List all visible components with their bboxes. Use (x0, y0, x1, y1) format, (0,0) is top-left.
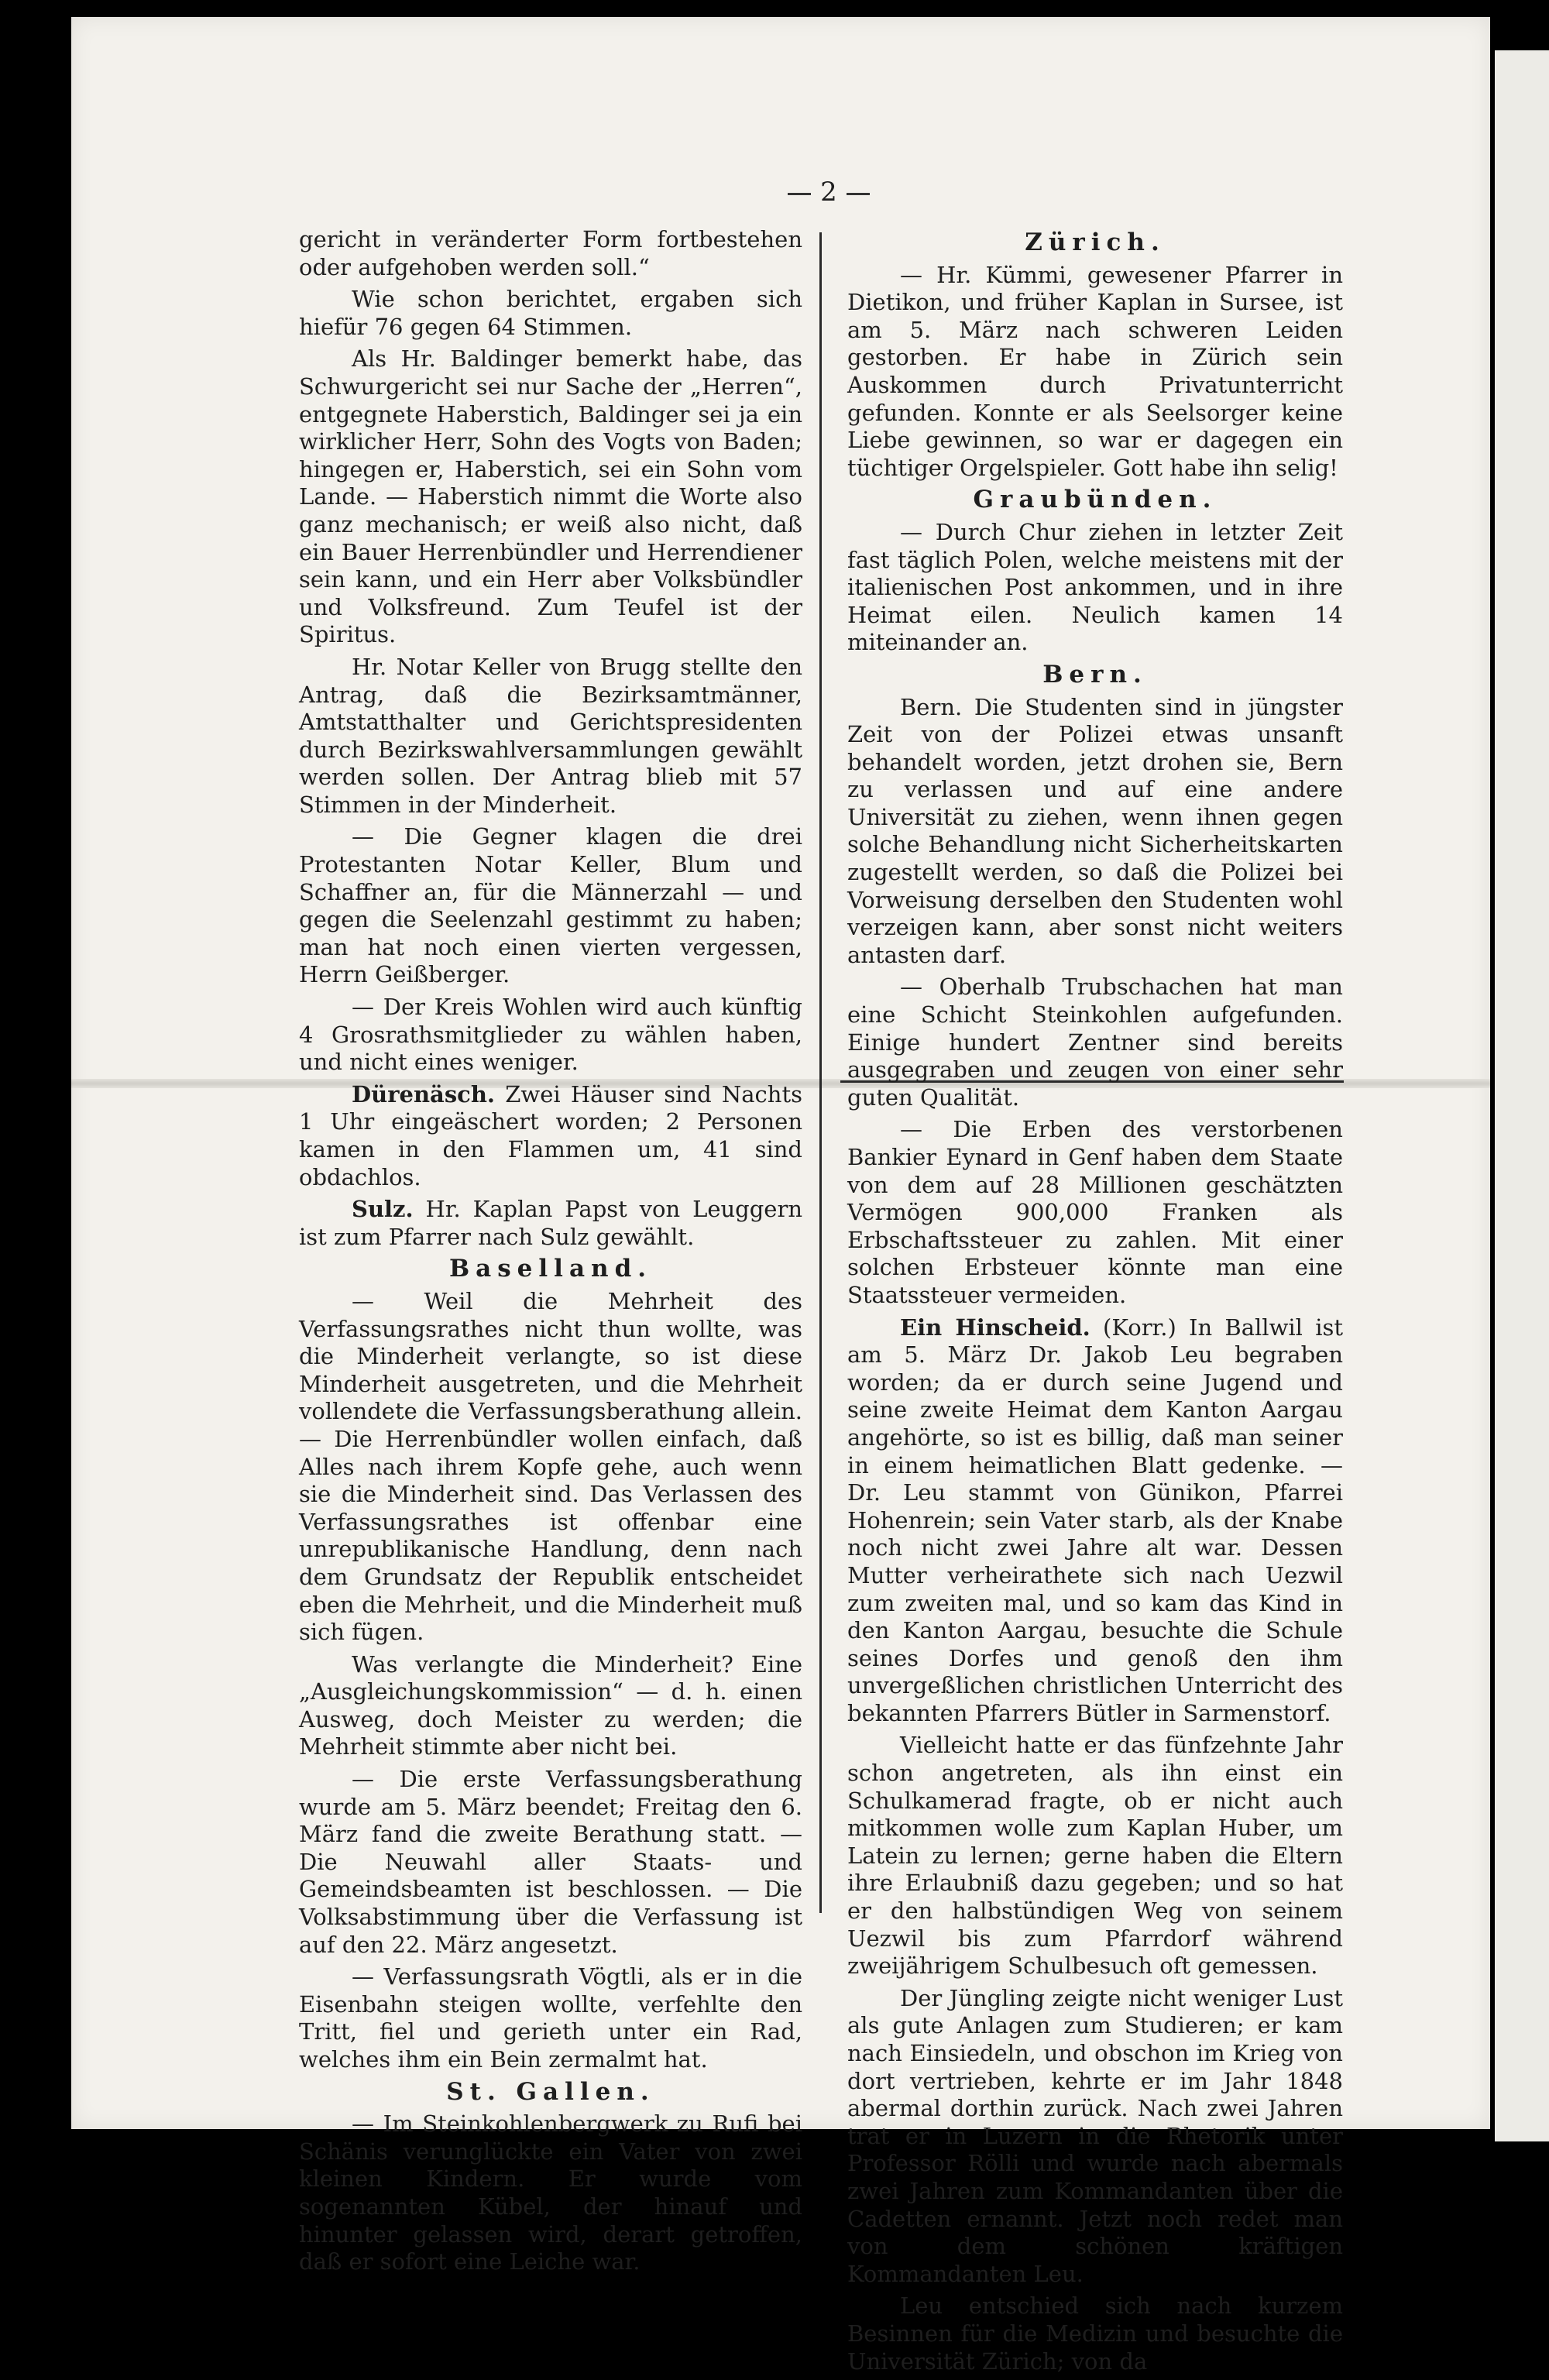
paragraph-text: Als Hr. Baldinger bemerkt habe, das Schwurgericht sei nur Sache der „Herren“, entgegnete Haberstich, Baldinger sei ja ein wirklicher Herr, Sohn des Vogts von Baden; hingegen er, Haberstich, sei ein Sohn vom Lande. — Haberstich nimmt die Worte also ganz mechanisch; er weiß also nicht, daß ein Bauer Herrenbündler und Herrendiener sein kann, und ein Herr aber Volksbündler und Volksfreund. Zum Teufel ist der Spiritus. (299, 345, 802, 648)
page-number: 2 (767, 177, 891, 208)
paragraph-text: Wie schon berichtet, ergaben sich hiefür 76 gegen 64 Stimmen. (299, 286, 802, 340)
article-paragraph (299, 1081, 802, 1191)
article-paragraph (299, 994, 802, 1077)
paragraph-text: Hr. Kaplan Papst von Leuggern ist zum Pfarrer nach Sulz gewählt. (299, 1196, 803, 1250)
article-paragraph (847, 519, 1343, 657)
left-column (299, 226, 802, 2281)
article-paragraph (299, 1963, 802, 2073)
paragraph-text: — Die Erben des verstorbenen Bankier Eynard in Genf haben dem Staate von dem auf 28 Millionen geschätzten Vermögen 900,000 Franken als Erbschaftssteuer zu zahlen. Mit einer solchen Erbsteuer könnte man eine Staatssteuer vermeiden. (847, 1116, 1343, 1308)
paragraph-text: — Oberhalb Trubschachen hat man eine Schicht Steinkohlen aufgefunden. Einige hundert Zentner sind bereits ausgegraben und zeugen von einer sehr guten Qualität. (847, 974, 1343, 1111)
article-paragraph (847, 1116, 1343, 1309)
article-paragraph (299, 345, 802, 649)
article-paragraph (299, 1196, 802, 1251)
paragraph-text: — Der Kreis Wohlen wird auch künftig 4 Grosrathsmitglieder zu wählen haben, und nicht eines weniger. (299, 994, 802, 1076)
article-paragraph (299, 1766, 802, 1959)
article-paragraph (847, 1732, 1343, 1980)
article-paragraph (847, 1314, 1343, 1728)
paragraph-text: Hr. Notar Keller von Brugg stellte den Antrag, daß die Bezirksamtmänner, Amtstatthalter und Gerichtspresidenten durch Bezirkswahlversammlungen gewählt werden sollen. Der Antrag blieb mit 57 Stimmen in der Minderheit. (299, 653, 802, 818)
article-paragraph (299, 654, 802, 819)
paragraph-text: — Hr. Kümmi, gewesener Pfarrer in Dietikon, und früher Kaplan in Sursee, ist am 5. März nach schweren Leiden gestorben. Er habe in Zürich sein Auskommen durch Privatunterricht gefunden. Konnte er als Seelsorger keine Liebe gewinnen, so war er dagegen ein tüchtiger Orgelspieler. Gott habe ihn selig! (847, 261, 1343, 481)
paragraph-text: — Verfassungsrath Vögtli, als er in die Eisenbahn steigen wollte, verfehlte den Tritt, fiel und gerieth unter ein Rad, welches ihm ein Bein zermalmt hat. (299, 1963, 802, 2073)
article-paragraph (847, 2292, 1343, 2375)
article-paragraph (299, 286, 802, 341)
section-heading: St. Gallen. (446, 2077, 655, 2106)
article-paragraph (299, 1651, 802, 1761)
paragraph-text: Der Jüngling zeigte nicht weniger Lust als gute Anlagen zum Studieren; er kam nach Einsiedeln, und obschon im Krieg von dort vertrieben, kehrte er im Jahr 1848 abermal dorthin zurück. Nach zwei Jahren trat er in Luzern in die Rhetorik unter Professor Rölli und wurde nach abermals zwei Jahren zum Kommandanten über die Cadetten ernannt. Jetzt noch redet man von dem schönen kräftigen Kommandanten Leu. (847, 1984, 1343, 2287)
section-heading: Zürich. (1025, 228, 1166, 256)
paragraph-text: — Weil die Mehrheit des Verfassungsrathes nicht thun wollte, was die Minderheit verlangte, so ist diese Minderheit ausgetreten, und die Mehrheit vollendete die Verfassungsberathung allein. — Die Herrenbündler wollen einfach, daß Alles nach ihrem Kopfe gehe, auch wenn sie die Minderheit sind. Das Verlassen des Verfassungsrathes ist offenbar eine unrepublikanische Handlung, denn nach dem Grundsatz der Republik entscheidet eben die Mehrheit, und die Minderheit muß sich fügen. (299, 1287, 802, 1646)
section-heading: Graubünden. (973, 486, 1218, 514)
section-heading: Bern. (1042, 660, 1148, 689)
paragraph-text: — Im Steinkohlenbergwerk zu Rufi bei Schänis verunglückte ein Vater von zwei kleinen Kindern. Er wurde vom sogenannten Kübel, der hinauf und hinunter gelassen wird, derart getroffen, daß er sofort eine Leiche war. (299, 2110, 802, 2275)
right-column (847, 226, 1343, 2380)
article-paragraph (847, 694, 1343, 970)
paragraph-text: Was verlangte die Minderheit? Eine „Ausgleichungskommission“ — d. h. einen Ausweg, doch Meister zu werden; die Mehrheit stimmte aber nicht bei. (299, 1650, 802, 1760)
article-paragraph (847, 1985, 1343, 2289)
dateline: Sulz. (352, 1196, 414, 1223)
paragraph-text: — Durch Chur ziehen in letzter Zeit fast täglich Polen, welche meistens mit der italienischen Post ankommen, und in ihre Heimat eilen. Neulich kamen 14 miteinander an. (847, 518, 1343, 656)
dateline: Ein Hinscheid. (900, 1314, 1090, 1341)
paragraph-text: — Die Gegner klagen die drei Protestanten Notar Keller, Blum und Schaffner an, für die Männerzahl — und gegen die Seelenzahl gestimmt zu haben; man hat noch einen vierten vergessen, Herrn Geißberger. (299, 823, 802, 988)
article-paragraph (847, 974, 1343, 1111)
article-paragraph (299, 2110, 802, 2276)
column-divider (819, 232, 822, 1913)
paragraph-text: gericht in veränderter Form fortbestehen oder aufgehoben werden soll.“ (299, 226, 802, 280)
article-paragraph (847, 262, 1343, 483)
article-paragraph (299, 1288, 802, 1647)
article-paragraph (299, 226, 802, 281)
dateline: Dürenäsch. (352, 1080, 496, 1108)
paragraph-text: — Die erste Verfassungsberathung wurde am 5. März beendet; Freitag den 6. März fand die zweite Berathung statt. — Die Neuwahl aller Staats- und Gemeindsbeamten ist beschlossen. — Die Volksabstimmung über die Verfassung ist auf den 22. März angesetzt. (299, 1766, 802, 1958)
paragraph-text: Leu entschied sich nach kurzem Besinnen für die Medizin und besuchte die Universität Zürich; von da (847, 2292, 1343, 2375)
paragraph-text: Zwei Häuser sind Nachts 1 Uhr eingeäschert worden; 2 Personen kamen in den Flammen um, 41 sind obdachlos. (299, 1080, 803, 1190)
section-heading: Baselland. (448, 1255, 653, 1283)
paragraph-text: Vielleicht hatte er das fünfzehnte Jahr schon angetreten, als ihn einst ein Schulkamerad fragte, ob er nicht auch mitkommen wolle zum Kaplan Huber, um Latein zu lernen; gerne haben die Eltern ihre Erlaubniß dazu gegeben; und so hat er den halbstündigen Weg von seinem Uezwil bis zum Pfarrdorf während zweijährigem Schulbesuch oft gemessen. (847, 1732, 1343, 1980)
paragraph-text: Bern. Die Studenten sind in jüngster Zeit von der Polizei etwas unsanft behandelt worden, jetzt drohen sie, Bern zu verlassen und auf eine andere Universität zu ziehen, wenn ihnen gegen solche Behandlung nicht Sicherheitskarten zugestellt werden, so daß die Polizei bei Vorweisung derselben den Studenten wohl verzeigen kann, aber sonst nicht weiters antasten darf. (847, 693, 1343, 968)
article-paragraph (299, 823, 802, 989)
adjacent-page-edge (1495, 50, 1549, 2141)
paragraph-text: (Korr.) In Ballwil ist am 5. März Dr. Jakob Leu begraben worden; da er durch seine Jugend und seine zweite Heimat dem Kanton Aargau angehörte, so ist es billig, daß man seiner in einem heimatlichen Blatt gedenke. — Dr. Leu stammt von Günikon, Pfarrei Hohenrein; sein Vater starb, als der Knabe noch nicht zwei Jahre alt war. Dessen Mutter verheirathete sich nach Uezwil zum zweiten mal, und so kam das Kind in den Kanton Aargau, besuchte die Schule seines Dorfes und genoß den ihm unvergeßlichen christlichen Unterricht des bekannten Pfarrers Bütler in Sarmenstorf. (847, 1314, 1344, 1726)
